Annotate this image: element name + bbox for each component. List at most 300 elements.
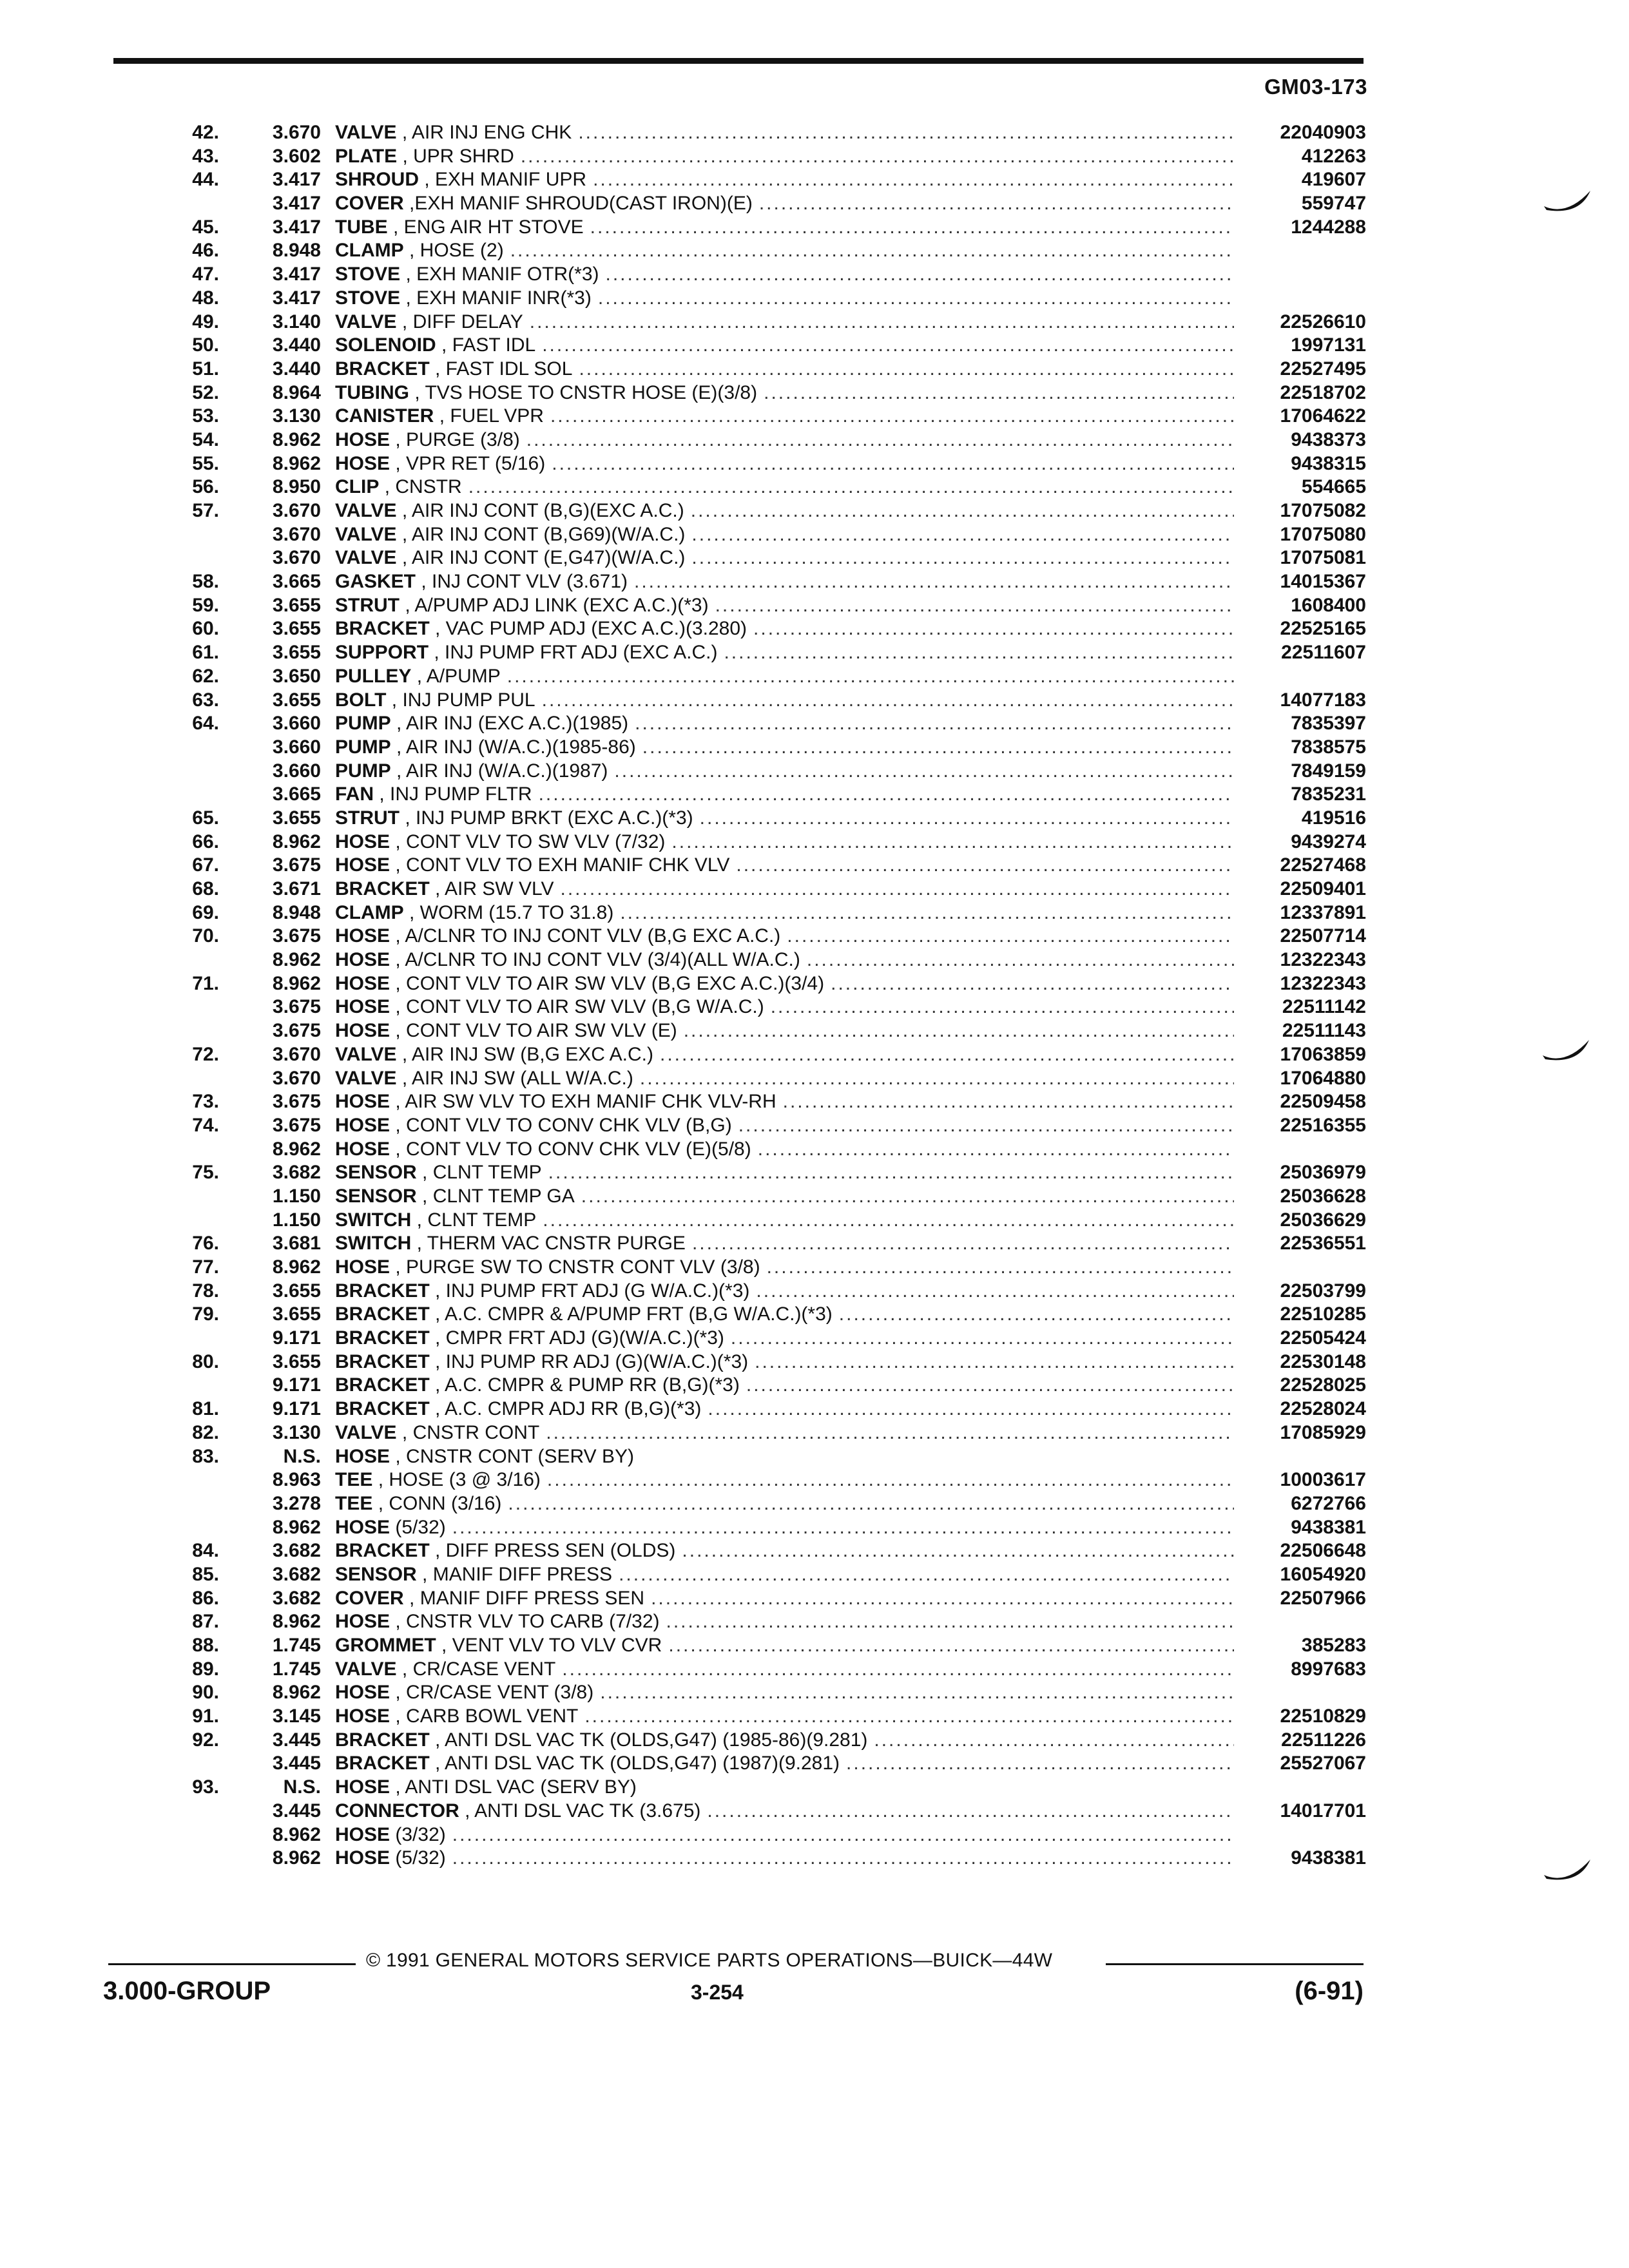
group-number: 8.962 — [272, 452, 321, 474]
table-row — [148, 428, 1366, 452]
table-row — [148, 665, 1366, 689]
table-row — [148, 1752, 1366, 1776]
part-number: 12322343 — [1280, 949, 1366, 971]
part-name: GROMMET — [335, 1635, 436, 1656]
group-number: 3.445 — [272, 1753, 321, 1774]
part-description — [335, 168, 1234, 192]
part-name: SENSOR — [335, 1185, 417, 1207]
table-row — [148, 1303, 1366, 1327]
part-spec: , A/PUMP — [416, 665, 501, 687]
part-number: 7835231 — [1291, 783, 1366, 805]
group-number: 8.950 — [272, 476, 321, 498]
group-number: 3.660 — [272, 760, 321, 782]
part-spec: , FUEL VPR — [439, 405, 544, 427]
item-number: 84. — [192, 1540, 219, 1562]
item-number: 57. — [192, 500, 219, 521]
item-number: 53. — [192, 405, 219, 427]
item-number: 47. — [192, 264, 219, 285]
part-spec: , ANTI DSL VAC TK (OLDS,G47) (1987)(9.281) — [435, 1753, 840, 1774]
dot-leader — [757, 381, 1234, 405]
part-number: 8997683 — [1291, 1658, 1366, 1680]
part-description — [335, 878, 1234, 901]
group-number: 8.948 — [272, 901, 321, 923]
dot-leader — [780, 925, 1234, 948]
part-number: 25036979 — [1280, 1162, 1366, 1184]
part-spec: , CONT VLV TO SW VLV (7/32) — [395, 831, 666, 852]
part-spec: , A/CLNR TO INJ CONT VLV (B,G EXC A.C.) — [395, 925, 781, 947]
dot-leader — [599, 263, 1234, 287]
part-description — [335, 1539, 1234, 1563]
part-name: CANISTER — [335, 405, 434, 427]
part-name: PLATE — [335, 145, 398, 167]
item-number: 49. — [192, 311, 219, 332]
part-name: SENSOR — [335, 1563, 417, 1585]
part-description — [335, 948, 1234, 972]
dot-leader — [748, 1350, 1234, 1374]
item-number: 51. — [192, 358, 219, 380]
table-row — [148, 216, 1366, 240]
part-name: TUBING — [335, 381, 409, 403]
part-spec: , THERM VAC CNSTR PURGE — [416, 1233, 686, 1254]
item-number: 78. — [192, 1280, 219, 1302]
part-name: HOSE — [335, 1823, 390, 1845]
table-row — [148, 1043, 1366, 1067]
part-number: 554665 — [1301, 476, 1366, 498]
part-name: HOSE — [335, 1445, 390, 1467]
table-row — [148, 712, 1366, 736]
dot-leader — [662, 1634, 1234, 1658]
group-number: 3.650 — [272, 665, 321, 687]
item-number: 64. — [192, 713, 219, 735]
item-number: 79. — [192, 1303, 219, 1325]
part-name: BRACKET — [335, 1540, 430, 1562]
part-description — [335, 760, 1234, 783]
part-spec: , INJ PUMP PUL — [391, 689, 535, 711]
table-row — [148, 1019, 1366, 1043]
table-row — [148, 192, 1366, 216]
item-number: 59. — [192, 594, 219, 616]
part-description — [335, 1398, 1234, 1421]
part-spec: , ANTI DSL VAC TK (OLDS,G47) (1985-86)(9.281) — [435, 1729, 868, 1751]
item-number: 81. — [192, 1398, 219, 1420]
dot-leader — [840, 1752, 1234, 1776]
group-number: 9.171 — [272, 1374, 321, 1396]
dot-leader — [833, 1303, 1234, 1327]
table-row — [148, 594, 1366, 618]
table-row — [148, 995, 1366, 1019]
dot-leader — [800, 948, 1234, 972]
part-spec: , CONT VLV TO EXH MANIF CHK VLV — [395, 854, 730, 876]
table-row — [148, 358, 1366, 381]
group-number: 3.655 — [272, 594, 321, 616]
part-name: BRACKET — [335, 1303, 430, 1325]
table-row — [148, 476, 1366, 499]
part-number: 12337891 — [1280, 901, 1366, 923]
part-spec: , A.C. CMPR ADJ RR (B,G)(*3) — [435, 1398, 702, 1420]
group-number: 8.962 — [272, 949, 321, 971]
table-row — [148, 1374, 1366, 1398]
part-name: HOSE — [335, 1091, 390, 1113]
item-number: 67. — [192, 854, 219, 876]
item-number: 45. — [192, 216, 219, 238]
dot-leader — [514, 145, 1234, 169]
part-name: HOSE — [335, 1516, 390, 1538]
part-number: 385283 — [1301, 1635, 1366, 1656]
group-number: 3.602 — [272, 145, 321, 167]
part-description — [335, 192, 1234, 216]
group-number: 3.675 — [272, 1114, 321, 1136]
group-number: 8.962 — [272, 972, 321, 994]
part-spec: , VPR RET (5/16) — [395, 452, 546, 474]
table-row — [148, 287, 1366, 311]
dot-leader — [677, 1019, 1234, 1043]
part-spec: , CLNT TEMP — [416, 1209, 537, 1231]
part-number: 12322343 — [1280, 972, 1366, 994]
dot-leader — [446, 1847, 1234, 1870]
dot-leader — [760, 1256, 1234, 1280]
table-row — [148, 1280, 1366, 1303]
part-number: 22507966 — [1280, 1587, 1366, 1609]
part-number: 14017701 — [1280, 1800, 1366, 1821]
part-name: VALVE — [335, 1043, 397, 1065]
group-number: 3.655 — [272, 642, 321, 664]
part-number: 22503799 — [1280, 1280, 1366, 1302]
table-row — [148, 1610, 1366, 1634]
part-description — [335, 1681, 1234, 1705]
item-number: 69. — [192, 901, 219, 923]
part-spec: , CNSTR VLV TO CARB (7/32) — [395, 1611, 660, 1633]
part-name: BRACKET — [335, 1374, 430, 1396]
part-description — [335, 263, 1234, 287]
part-description — [335, 311, 1234, 334]
dot-leader — [462, 476, 1234, 499]
part-description — [335, 1067, 1234, 1091]
part-spec: , PURGE SW TO CNSTR CONT VLV (3/8) — [395, 1256, 760, 1278]
item-number: 76. — [192, 1233, 219, 1254]
part-description — [335, 1800, 1234, 1823]
part-description — [335, 499, 1234, 523]
table-row — [148, 405, 1366, 428]
part-description — [335, 121, 1234, 145]
part-spec: , CONT VLV TO CONV CHK VLV (E)(5/8) — [395, 1138, 751, 1160]
part-description — [335, 523, 1234, 547]
part-description — [335, 1232, 1234, 1256]
parts-list — [148, 121, 1366, 1870]
part-spec: (5/32) — [395, 1516, 446, 1538]
table-row — [148, 1421, 1366, 1445]
item-number: 68. — [192, 878, 219, 899]
part-name: HOSE — [335, 1256, 390, 1278]
part-number: 1608400 — [1291, 594, 1366, 616]
part-number: 9439274 — [1291, 831, 1366, 852]
item-number: 46. — [192, 240, 219, 262]
group-number: 3.670 — [272, 1043, 321, 1065]
group-number: 8.962 — [272, 1516, 321, 1538]
part-number: 9438315 — [1291, 452, 1366, 474]
dot-leader — [729, 854, 1234, 878]
table-row — [148, 760, 1366, 783]
group-number: 8.962 — [272, 1847, 321, 1869]
part-description — [335, 1823, 1234, 1847]
group-number: 8.962 — [272, 428, 321, 450]
part-description — [335, 1445, 1234, 1469]
part-spec: , VENT VLV TO VLV CVR — [441, 1635, 662, 1656]
part-name: BRACKET — [335, 1398, 430, 1420]
dot-leader — [545, 452, 1234, 476]
dot-leader — [586, 168, 1234, 192]
item-number: 65. — [192, 807, 219, 829]
group-number: 3.440 — [272, 358, 321, 380]
dot-leader — [717, 641, 1234, 665]
part-number: 22527468 — [1280, 854, 1366, 876]
table-row — [148, 499, 1366, 523]
part-name: STRUT — [335, 807, 400, 829]
part-spec: , A/CLNR TO INJ CONT VLV (3/4)(ALL W/A.C.) — [395, 949, 800, 971]
part-spec: , INJ PUMP FLTR — [379, 783, 532, 805]
part-number: 22040903 — [1280, 122, 1366, 143]
part-description — [335, 665, 1234, 689]
binder-mark-icon — [1540, 1036, 1592, 1075]
part-number: 22536551 — [1280, 1233, 1366, 1254]
part-spec: , INJ CONT VLV (3.671) — [421, 571, 628, 593]
group-number: 3.655 — [272, 807, 321, 829]
part-spec: , AIR SW VLV TO EXH MANIF CHK VLV-RH — [395, 1091, 776, 1113]
group-number: 3.660 — [272, 713, 321, 735]
part-number: 9438373 — [1291, 428, 1366, 450]
part-name: PULLEY — [335, 665, 412, 687]
part-spec: , MANIF DIFF PRESS SEN — [409, 1587, 645, 1609]
part-name: TEE — [335, 1469, 373, 1491]
part-number: 17064880 — [1280, 1067, 1366, 1089]
group-number: 8.964 — [272, 381, 321, 403]
dot-leader — [747, 617, 1234, 641]
group-number: 3.675 — [272, 996, 321, 1018]
footer-rule-right — [1106, 1963, 1364, 1965]
part-spec: , AIR INJ CONT (E,G47)(W/A.C.) — [401, 547, 686, 569]
part-description — [335, 925, 1234, 948]
group-number: 8.962 — [272, 831, 321, 852]
group-number: 3.130 — [272, 1421, 321, 1443]
part-number: 22528024 — [1280, 1398, 1366, 1420]
part-spec: , INJ PUMP FRT ADJ (EXC A.C.) — [434, 642, 718, 664]
item-number: 61. — [192, 642, 219, 664]
dot-leader — [628, 712, 1234, 736]
part-spec: , DIFF DELAY — [401, 311, 523, 332]
dot-leader — [740, 1374, 1234, 1398]
revision-date: (6-91) — [1295, 1977, 1364, 2005]
group-number: 8.962 — [272, 1138, 321, 1160]
group-number: 3.670 — [272, 547, 321, 569]
part-description — [335, 1374, 1234, 1398]
part-number: 22509401 — [1280, 878, 1366, 899]
dot-leader — [628, 570, 1234, 594]
group-number: 3.655 — [272, 689, 321, 711]
part-number: 412263 — [1301, 145, 1366, 167]
group-number: 3.670 — [272, 122, 321, 143]
part-number: 22510285 — [1280, 1303, 1366, 1325]
item-number: 62. — [192, 665, 219, 687]
item-number: 70. — [192, 925, 219, 947]
item-number: 87. — [192, 1611, 219, 1633]
group-number: 3.655 — [272, 1350, 321, 1372]
item-number: 52. — [192, 381, 219, 403]
part-description — [335, 145, 1234, 169]
part-spec: , AIR INJ SW (ALL W/A.C.) — [401, 1067, 633, 1089]
table-row — [148, 523, 1366, 547]
group-number: 3.675 — [272, 925, 321, 947]
part-spec: , CR/CASE VENT — [401, 1658, 556, 1680]
part-number: 17063859 — [1280, 1043, 1366, 1065]
part-name: COVER — [335, 1587, 404, 1609]
part-description — [335, 546, 1234, 570]
part-name: CLAMP — [335, 901, 404, 923]
part-description — [335, 901, 1234, 925]
table-row — [148, 381, 1366, 405]
part-name: SENSOR — [335, 1162, 417, 1184]
part-name: BRACKET — [335, 1280, 430, 1302]
part-number: 22530148 — [1280, 1350, 1366, 1372]
table-row — [148, 239, 1366, 263]
part-spec: , CONN (3/16) — [378, 1492, 502, 1514]
part-name: HOSE — [335, 1706, 390, 1727]
part-description — [335, 1634, 1234, 1658]
dot-leader — [544, 405, 1234, 428]
part-number: 7838575 — [1291, 736, 1366, 758]
dot-leader — [578, 1705, 1234, 1729]
part-description — [335, 216, 1234, 240]
group-number: 3.278 — [272, 1492, 321, 1514]
table-row — [148, 736, 1366, 760]
part-number: 9438381 — [1291, 1516, 1366, 1538]
part-description — [335, 1587, 1234, 1611]
dot-leader — [776, 1090, 1234, 1114]
part-description — [335, 1303, 1234, 1327]
table-row — [148, 854, 1366, 878]
part-name: VALVE — [335, 500, 397, 521]
dot-leader — [572, 121, 1234, 145]
item-number: 42. — [192, 122, 219, 143]
table-row — [148, 1067, 1366, 1091]
part-description — [335, 1705, 1234, 1729]
group-number: 3.665 — [272, 571, 321, 593]
part-description — [335, 1658, 1234, 1682]
part-number: 419516 — [1301, 807, 1366, 829]
group-number: 3.417 — [272, 216, 321, 238]
part-spec: , HOSE (2) — [409, 240, 504, 262]
part-spec: , AIR SW VLV — [435, 878, 554, 899]
table-row — [148, 1185, 1366, 1209]
dot-leader — [584, 216, 1234, 240]
part-name: VALVE — [335, 1421, 397, 1443]
item-number: 66. — [192, 831, 219, 852]
group-number: 8.963 — [272, 1469, 321, 1491]
part-description — [335, 1610, 1234, 1634]
part-name: HOSE — [335, 428, 390, 450]
part-number: 25036629 — [1280, 1209, 1366, 1231]
part-number: 22528025 — [1280, 1374, 1366, 1396]
dot-leader — [535, 334, 1234, 358]
part-number: 22518702 — [1280, 381, 1366, 403]
part-spec: , AIR INJ ENG CHK — [401, 122, 572, 143]
group-number: 8.948 — [272, 240, 321, 262]
group-number: 3.682 — [272, 1162, 321, 1184]
group-number: 3.682 — [272, 1587, 321, 1609]
table-row — [148, 1398, 1366, 1421]
table-row — [148, 1209, 1366, 1233]
part-description — [335, 1185, 1234, 1209]
group-number: 3.445 — [272, 1729, 321, 1751]
table-row — [148, 1350, 1366, 1374]
table-row — [148, 1161, 1366, 1185]
dot-leader — [665, 831, 1234, 854]
dot-leader — [612, 1563, 1234, 1587]
part-name: SUPPORT — [335, 642, 429, 664]
group-number: 1.745 — [272, 1658, 321, 1680]
item-number: 44. — [192, 169, 219, 191]
part-spec: , CARB BOWL VENT — [395, 1706, 579, 1727]
part-number: 17075081 — [1280, 547, 1366, 569]
table-row — [148, 168, 1366, 192]
part-description — [335, 1776, 1234, 1800]
part-number: 22507714 — [1280, 925, 1366, 947]
part-name: HOSE — [335, 996, 390, 1018]
group-number: 3.130 — [272, 405, 321, 427]
dot-leader — [523, 311, 1234, 334]
part-description — [335, 1492, 1234, 1516]
item-number: 93. — [192, 1776, 219, 1798]
part-description — [335, 405, 1234, 428]
part-description — [335, 1138, 1234, 1162]
item-number: 74. — [192, 1114, 219, 1136]
group-number: 3.681 — [272, 1233, 321, 1254]
part-number: 7849159 — [1291, 760, 1366, 782]
part-description — [335, 1280, 1234, 1303]
item-number: 85. — [192, 1563, 219, 1585]
dot-leader — [700, 1800, 1234, 1823]
part-number: 25527067 — [1280, 1753, 1366, 1774]
table-row — [148, 1705, 1366, 1729]
part-spec: , A.C. CMPR & A/PUMP FRT (B,G W/A.C.)(*3) — [435, 1303, 833, 1325]
part-spec: , CR/CASE VENT (3/8) — [395, 1682, 594, 1704]
part-name: BRACKET — [335, 1350, 430, 1372]
table-row — [148, 901, 1366, 925]
table-row — [148, 121, 1366, 145]
part-name: CLAMP — [335, 240, 404, 262]
table-row — [148, 452, 1366, 476]
item-number: 43. — [192, 145, 219, 167]
dot-leader — [536, 1209, 1234, 1233]
dot-leader — [660, 1610, 1235, 1634]
part-spec: , ENG AIR HT STOVE — [393, 216, 584, 238]
table-row — [148, 807, 1366, 831]
part-spec: , AIR INJ (W/A.C.)(1985-86) — [396, 736, 636, 758]
part-name: BRACKET — [335, 1729, 430, 1751]
item-number: 86. — [192, 1587, 219, 1609]
part-name: HOSE — [335, 1138, 390, 1160]
group-number: 3.445 — [272, 1800, 321, 1821]
part-description — [335, 1350, 1234, 1374]
group-number: 9.171 — [272, 1398, 321, 1420]
part-spec: , CLNT TEMP GA — [422, 1185, 575, 1207]
part-name: BRACKET — [335, 1753, 430, 1774]
group-number: 3.660 — [272, 736, 321, 758]
part-number: 10003617 — [1280, 1469, 1366, 1491]
part-name: SWITCH — [335, 1209, 412, 1231]
dot-leader — [644, 1587, 1234, 1611]
group-number: 3.671 — [272, 878, 321, 899]
dot-leader — [867, 1729, 1234, 1753]
part-number: 22505424 — [1280, 1327, 1366, 1349]
